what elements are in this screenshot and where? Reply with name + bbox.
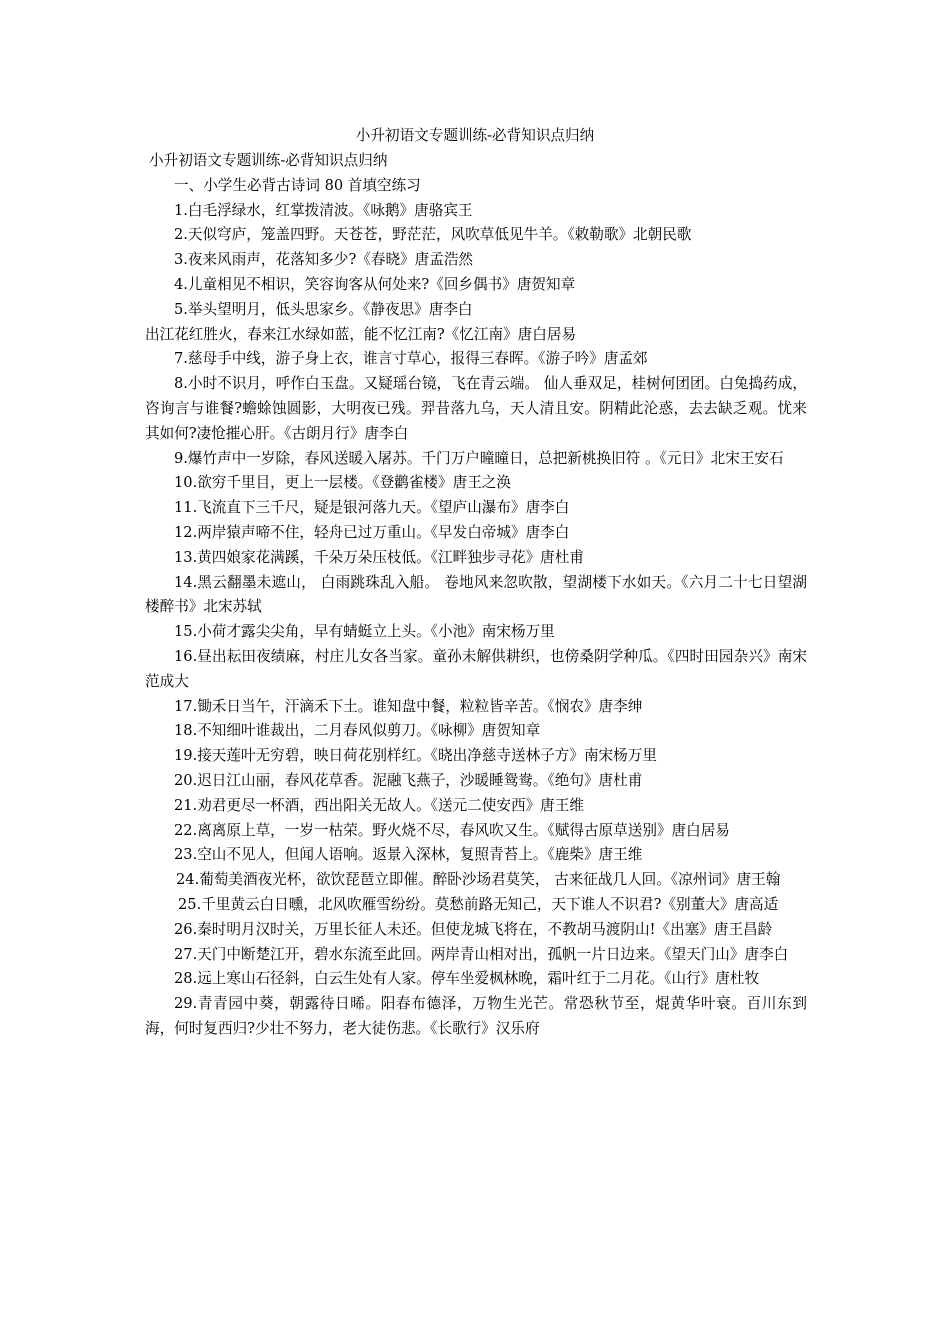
poem-item: 27.天门中断楚江开，碧水东流至此回。两岸青山相对出，孤帆一片日边来。《望天门山》唐李白 — [174, 945, 789, 963]
poem-item: 10.欲穷千里目，更上一层楼。《登鹳雀楼》唐王之涣 — [174, 474, 511, 492]
poem-item: 23.空山不见人，但闻人语响。返景入深林，复照青苔上。《鹿柴》唐王维 — [174, 846, 643, 864]
section-heading: 一、小学生必背古诗词 80 首填空练习 — [174, 176, 421, 194]
poem-item: 18.不知细叶谁裁出，二月春风似剪刀。《咏柳》唐贺知章 — [174, 722, 541, 740]
poem-item: 21.劝君更尽一杯酒，西出阳关无故人。《送元二使安西》唐王维 — [174, 796, 584, 814]
document-subtitle: 小升初语文专题训练-必背知识点归纳 — [149, 152, 388, 169]
document-body — [145, 149, 807, 1042]
poem-item: 22.离离原上草，一岁一枯荣。野火烧不尽，春风吹又生。《赋得古原草送别》唐白居易 — [174, 821, 730, 839]
poem-item: 3.夜来风雨声，花落知多少?《春晓》唐孟浩然 — [174, 251, 474, 269]
poem-item: 15.小荷才露尖尖角，早有蜻蜓立上头。《小池》南宋杨万里 — [174, 623, 555, 641]
poem-item: 25.千里黄云白日曛，北风吹雁雪纷纷。莫愁前路无知己，天下谁人不识君?《别董大》唐高适 — [178, 895, 779, 913]
poem-item: 28.远上寒山石径斜，白云生处有人家。停车坐爱枫林晚，霜叶红于二月花。《山行》唐杜牧 — [174, 970, 760, 988]
poem-item: 2.天似穹庐，笼盖四野。天苍苍，野茫茫，风吹草低见牛羊。《敕勒歌》北朝民歌 — [174, 226, 692, 244]
poem-item: 19.接天莲叶无穷碧，映日荷花别样红。《晓出净慈寺送林子方》南宋杨万里 — [174, 747, 657, 765]
poem-item: 17.锄禾日当午，汗滴禾下土。谁知盘中餐，粒粒皆辛苦。《悯农》唐李绅 — [174, 697, 643, 715]
poem-item: 4.儿童相见不相识，笑容询客从何处来?《回乡偶书》唐贺知章 — [174, 275, 576, 293]
poem-item: 5.举头望明月，低头思家乡。《静夜思》唐李白 — [174, 300, 473, 318]
poem-item: 29.青青园中葵，朝露待日晞。阳春布德泽，万物生光芒。常恐秋节至，焜黄华叶衰。百川东到海，何时复西归?少壮不努力，老大徒伤悲。《长歌行》汉乐府 — [145, 995, 807, 1037]
poem-item: 11.飞流直下三千尺，疑是银河落九天。《望庐山瀑布》唐李白 — [174, 499, 570, 517]
poem-item: 1.白毛浮绿水，红掌拨清波。《咏鹅》唐骆宾王 — [174, 201, 473, 219]
poem-item: 13.黄四娘家花满蹊，千朵万朵压枝低。《江畔独步寻花》唐杜甫 — [174, 548, 584, 566]
poem-item: 24.葡萄美酒夜光杯，欲饮琵琶立即催。醉卧沙场君莫笑， 古来征战几人回。《凉州词》唐王翰 — [176, 871, 781, 889]
poem-item: 9.爆竹声中一岁除，春风送暖入屠苏。千门万户曈曈日，总把新桃换旧符 。《元日》北宋王安石 — [174, 449, 784, 467]
poem-item: 7.慈母手中线，游子身上衣，谁言寸草心，报得三春晖。《游子吟》唐孟郊 — [174, 350, 648, 368]
document-title: 小升初语文专题训练-必背知识点归纳 — [355, 127, 595, 144]
poem-item: 出江花红胜火，春来江水绿如蓝，能不忆江南?《忆江南》唐白居易 — [145, 325, 577, 343]
poem-item: 20.迟日江山丽，春风花草香。泥融飞燕子，沙暖睡鸳鸯。《绝句》唐杜甫 — [174, 771, 643, 789]
poem-item: 8.小时不识月，呼作白玉盘。又疑瑶台镜，飞在青云端。 仙人垂双足，桂树何团团。白兔捣药成，咨询言与谁餐?蟾蜍蚀圆影，大明夜已残。羿昔落九乌，天人清且安。阴精此沦惑，去去缺乏观。忧来其如何?凄怆摧心肝。《古朗月行》唐李白 — [145, 375, 807, 442]
poem-item: 12.两岸猿声啼不住，轻舟已过万重山。《早发白帝城》唐李白 — [174, 523, 570, 541]
poem-item: 14.黑云翻墨未遮山， 白雨跳珠乱入船。 卷地风来忽吹散，望湖楼下水如天。《六月二十七日望湖楼醉书》北宋苏轼 — [145, 573, 807, 616]
poem-item: 26.秦时明月汉时关，万里长征人未还。但使龙城飞将在，不教胡马渡阴山!《出塞》唐王昌龄 — [174, 920, 773, 938]
poem-item: 16.昼出耘田夜绩麻，村庄儿女各当家。童孙未解供耕织，也傍桑阴学种瓜。《四时田园杂兴》南宋范成大 — [145, 647, 807, 690]
